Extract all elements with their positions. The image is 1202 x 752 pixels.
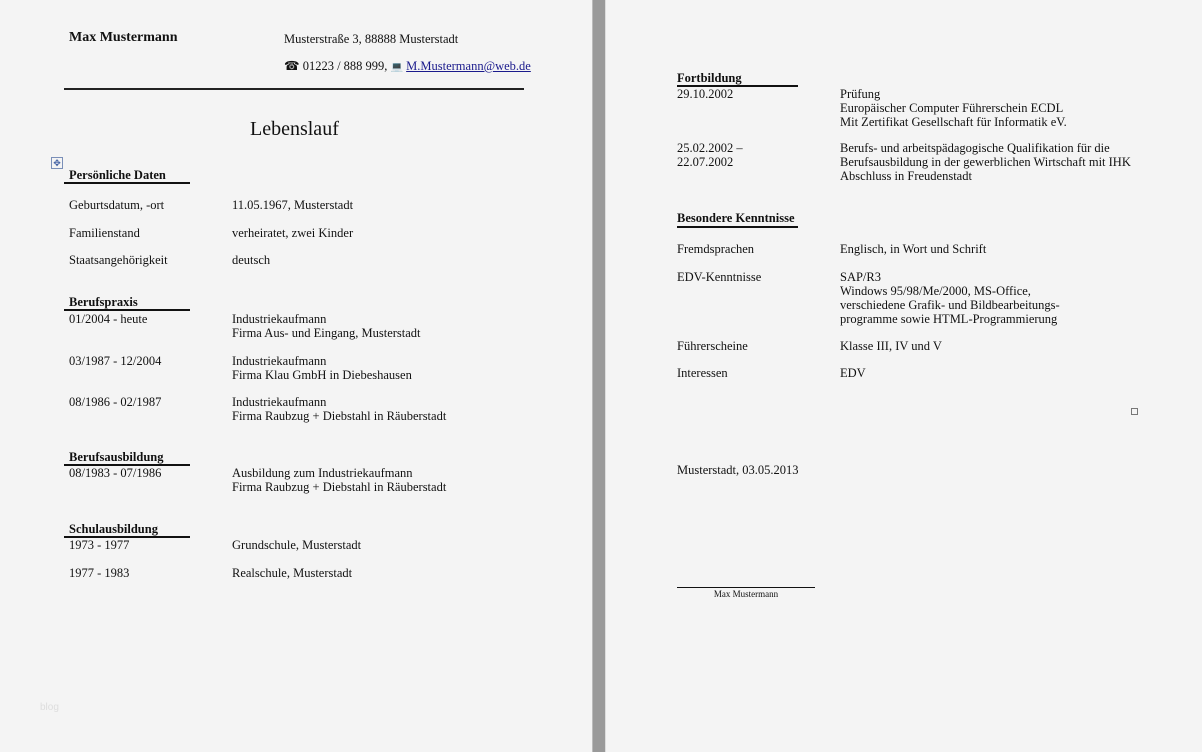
page-gutter xyxy=(592,0,606,752)
row-value: Englisch, in Wort und Schrift xyxy=(840,242,987,256)
job-title: Industriekaufmann xyxy=(232,395,327,409)
row-label: 1977 - 1983 xyxy=(69,566,130,580)
row-value xyxy=(840,270,1060,326)
line: SAP/R3 xyxy=(840,270,881,284)
section-underline xyxy=(64,309,190,311)
row-value: 11.05.1967, Musterstadt xyxy=(232,198,354,212)
row-label xyxy=(677,141,743,169)
watermark: blog xyxy=(40,702,59,713)
table-move-handle-icon[interactable]: ✥ xyxy=(51,157,63,169)
row-value: Grundschule, Musterstadt xyxy=(232,538,362,552)
section-heading-school: Schulausbildung xyxy=(69,522,158,536)
signature-name: Max Mustermann xyxy=(713,589,779,599)
row-value: EDV xyxy=(840,366,866,380)
row-value: verheiratet, zwei Kinder xyxy=(232,226,354,240)
table-resize-handle-icon[interactable] xyxy=(1131,408,1138,415)
email-link[interactable]: M.Mustermann@web.de xyxy=(406,59,531,73)
page-title: Lebenslauf xyxy=(250,118,339,140)
line: Mit Zertifikat Gesellschaft für Informatik eV. xyxy=(840,115,1067,129)
row-label: Familienstand xyxy=(69,226,140,240)
place-date: Musterstadt, 03.05.2013 xyxy=(677,463,799,477)
phone-icon: ☎ xyxy=(284,59,300,73)
applicant-name: Max Mustermann xyxy=(69,30,178,45)
address: Musterstraße 3, 88888 Musterstadt xyxy=(284,32,459,46)
row-label: 01/2004 - heute xyxy=(69,312,148,326)
section-heading-further-training: Fortbildung xyxy=(677,71,742,85)
left-page xyxy=(0,0,592,752)
row-value: Realschule, Musterstadt xyxy=(232,566,353,580)
row-label: EDV-Kenntnisse xyxy=(677,270,762,284)
training-title: Ausbildung zum Industriekaufmann xyxy=(232,466,413,480)
row-value xyxy=(232,354,412,382)
row-label: Interessen xyxy=(677,366,728,380)
row-value xyxy=(232,466,446,494)
section-heading-training: Berufsausbildung xyxy=(69,450,164,464)
company: Firma Klau GmbH in Diebeshausen xyxy=(232,368,412,382)
row-label: Geburtsdatum, -ort xyxy=(69,198,165,212)
line: Berufsausbildung in der gewerblichen Wirtschaft mit IHK xyxy=(840,155,1131,169)
row-value xyxy=(232,395,446,423)
row-label xyxy=(677,87,733,101)
row-value: Klasse III, IV und V xyxy=(840,339,942,353)
section-heading-personal: Persönliche Daten xyxy=(69,168,166,182)
company: Firma Raubzug + Diebstahl in Räuberstadt xyxy=(232,409,447,423)
phone: 01223 / 888 999, xyxy=(302,59,388,73)
section-underline xyxy=(677,226,798,228)
contact-line xyxy=(284,59,531,75)
job-title: Industriekaufmann xyxy=(232,312,327,326)
row-value xyxy=(840,141,1131,183)
line: programme sowie HTML-Programmierung xyxy=(840,312,1058,326)
row-label: 1973 - 1977 xyxy=(69,538,130,552)
row-label: 08/1986 - 02/1987 xyxy=(69,395,162,409)
row-label: Staatsangehörigkeit xyxy=(69,253,168,267)
row-label: Fremdsprachen xyxy=(677,242,755,256)
computer-icon: 💻 xyxy=(390,62,404,73)
job-title: Industriekaufmann xyxy=(232,354,327,368)
row-label: 03/1987 - 12/2004 xyxy=(69,354,162,368)
header-rule xyxy=(64,88,524,90)
line: Berufs- und arbeitspädagogische Qualifikation für die xyxy=(840,141,1110,155)
row-label: Führerscheine xyxy=(677,339,748,353)
line: Prüfung xyxy=(840,87,881,101)
date-end: 22.07.2002 xyxy=(677,155,734,169)
date: 29.10.2002 xyxy=(677,87,734,101)
line: verschiedene Grafik- und Bildbearbeitungs- xyxy=(840,298,1060,312)
company: Firma Aus- und Eingang, Musterstadt xyxy=(232,326,421,340)
section-underline xyxy=(64,182,190,184)
right-page xyxy=(606,0,1202,752)
row-value xyxy=(232,312,421,340)
line: Windows 95/98/Me/2000, MS-Office, xyxy=(840,284,1031,298)
section-heading-career: Berufspraxis xyxy=(69,295,138,309)
row-label: 08/1983 - 07/1986 xyxy=(69,466,162,480)
line: Europäischer Computer Führerschein ECDL xyxy=(840,101,1064,115)
section-heading-skills: Besondere Kenntnisse xyxy=(677,211,795,225)
company: Firma Raubzug + Diebstahl in Räuberstadt xyxy=(232,480,447,494)
row-value: deutsch xyxy=(232,253,271,267)
line: Abschluss in Freudenstadt xyxy=(840,169,972,183)
row-value xyxy=(840,87,1067,129)
date-start: 25.02.2002 – xyxy=(677,141,743,155)
